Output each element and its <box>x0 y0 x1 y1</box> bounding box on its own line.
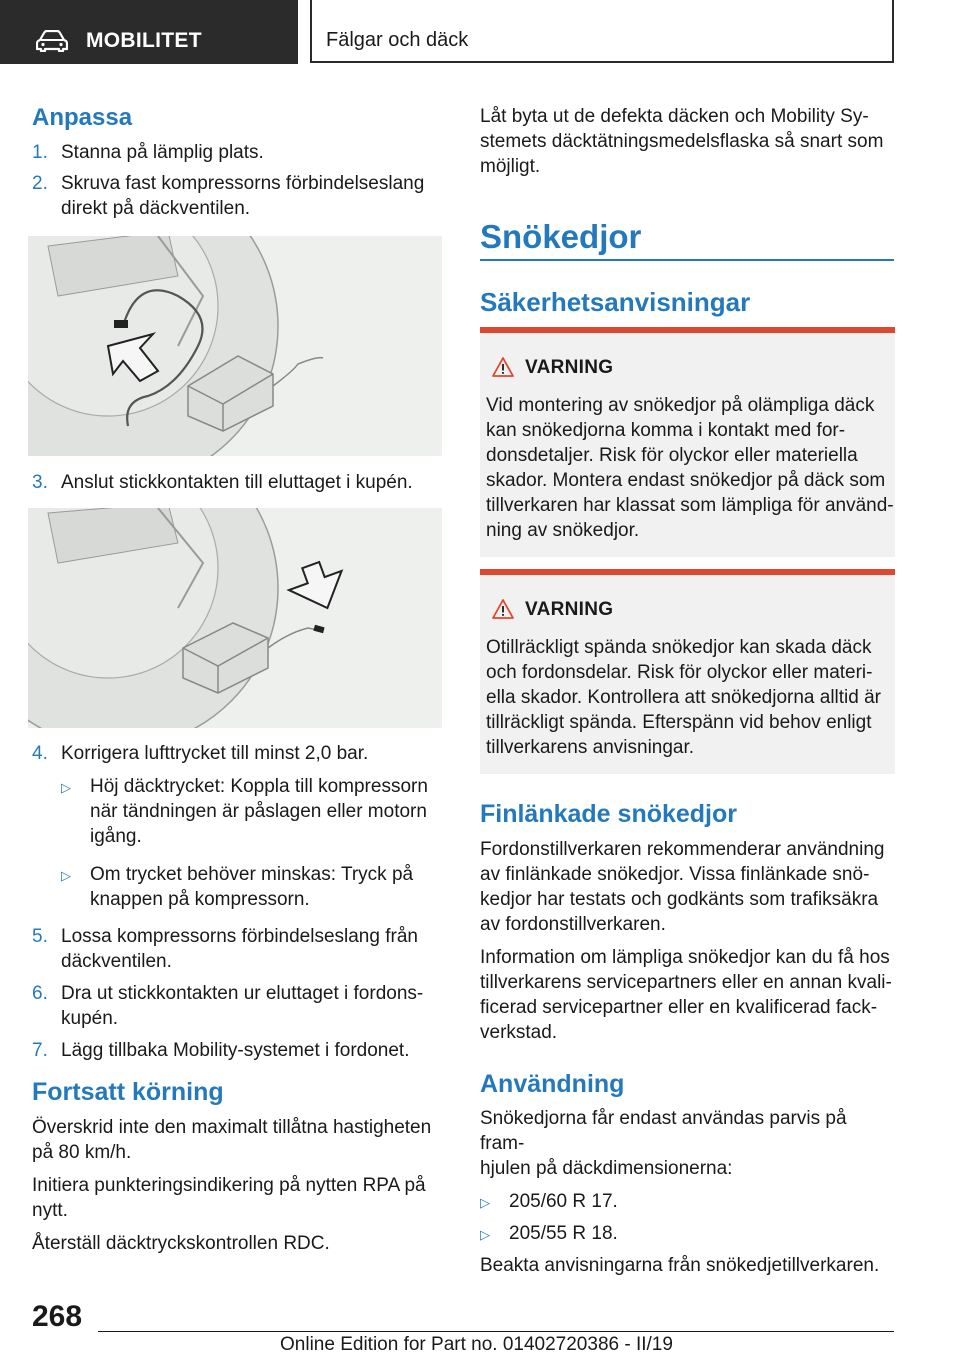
closing-line: Beakta anvisningarna från snökedjetillverkaren. <box>480 1255 880 1276</box>
footer-rule <box>98 1331 894 1332</box>
text-line: skador. Montera endast snökedjor på däck som <box>486 470 886 491</box>
step-text: Skruva fast kompressorns förbindelseslang <box>61 173 425 194</box>
list-item <box>32 168 442 224</box>
text-line: Överskrid inte den maximalt tillåtna hastigheten <box>32 1117 432 1138</box>
step-number: 2. <box>32 173 48 194</box>
text-line: Otillräckligt spända snökedjor kan skada däck <box>486 637 872 658</box>
text-line: donsdetaljer. Risk för olyckor eller materiella <box>486 445 858 466</box>
step-number: 4. <box>32 743 48 764</box>
step-text: Korrigera lufttrycket till minst 2,0 bar. <box>61 743 369 764</box>
text-line: ficerad servicepartner eller en kvalificerad fack- <box>480 997 878 1018</box>
section-tab <box>0 0 298 64</box>
text-line: verkstad. <box>480 1022 558 1043</box>
text-line: tillverkarens anvisningar. <box>486 737 695 758</box>
step-number: 5. <box>32 926 48 947</box>
page-number: 268 <box>32 1300 83 1333</box>
illustration <box>28 236 442 456</box>
step-text: däckventilen. <box>61 951 172 972</box>
car-icon <box>36 30 68 52</box>
text-line: och fordonsdelar. Risk för olyckor eller materi- <box>486 662 873 683</box>
warning-text <box>486 393 894 543</box>
list-item <box>32 921 452 978</box>
illustration <box>28 508 442 728</box>
text-line: av finlänkade snökedjor. Vissa finlänkade snö- <box>480 864 870 885</box>
text-line: tillverkarens servicepartners eller en annan kvali- <box>480 972 892 993</box>
text-line: kan snökedjorna komma i kontakt med for- <box>486 420 846 441</box>
text-line: ella skador. Kontrollera att snökedjorna alltid är <box>486 687 882 708</box>
intro-paragraph <box>480 104 894 179</box>
bullet-triangle-icon: ▷ <box>480 1227 490 1242</box>
warning-text <box>486 635 894 760</box>
text-line: hjulen på däckdimensionerna: <box>480 1158 733 1179</box>
fortsatt-heading: Fortsatt körning <box>32 1078 224 1106</box>
list-item <box>32 978 452 1035</box>
warning-title: VARNING <box>525 599 614 620</box>
text-line: Återställ däcktryckskontrollen RDC. <box>32 1233 330 1254</box>
text-line: tillräckligt spända. Efterspänn vid behov enligt <box>486 712 872 733</box>
list-item <box>32 1035 452 1065</box>
step-text: Stanna på lämplig plats. <box>61 142 264 163</box>
step-text: Dra ut stickkontakten ur eluttaget i fordons- <box>61 983 424 1004</box>
text-line: tillverkaren har klassat som lämpliga för använd- <box>486 495 894 516</box>
list-item <box>32 859 452 921</box>
steps-list-a <box>32 140 442 224</box>
text-line: på 80 km/h. <box>32 1142 132 1163</box>
text-line: ning av snökedjor. <box>486 520 640 541</box>
warning-box <box>480 569 895 774</box>
step-number: 7. <box>32 1040 48 1061</box>
paragraph <box>32 1173 452 1223</box>
fortsatt-body <box>32 1115 452 1256</box>
section-label: MOBILITET <box>86 29 202 52</box>
compressor-image-2 <box>28 508 442 728</box>
text-line: Fordonstillverkaren rekommenderar användning <box>480 839 885 860</box>
paragraph <box>32 1115 452 1165</box>
list-item <box>480 1189 894 1221</box>
bullet-text: Höj däcktrycket: Koppla till kompressorn <box>90 776 428 797</box>
paragraph <box>480 945 894 1045</box>
step-text: Lossa kompressorns förbindelseslang från <box>61 926 418 947</box>
chapter-title: Fälgar och däck <box>326 29 469 51</box>
text-line: kedjor har testats och godkänts som trafiksäkra <box>480 889 879 910</box>
text-line: Initiera punkteringsindikering på nytten RPA på <box>32 1175 426 1196</box>
anvandning-body <box>480 1106 894 1278</box>
step-number: 1. <box>32 142 48 163</box>
text-line: av fordonstillverkaren. <box>480 914 666 935</box>
paragraph <box>480 837 894 937</box>
text-line: nytt. <box>32 1200 68 1221</box>
step-text: Anslut stickkontakten till eluttaget i kupén. <box>61 472 413 493</box>
paragraph <box>32 1231 452 1256</box>
bullet-triangle-icon: ▷ <box>61 868 71 883</box>
step-text: Lägg tillbaka Mobility-systemet i fordonet. <box>61 1040 410 1061</box>
sub-heading: Säkerhetsanvisningar <box>480 287 751 317</box>
text-line: Snökedjorna får endast användas parvis på fram- <box>480 1108 847 1154</box>
list-item <box>480 1221 894 1253</box>
heading-rule <box>480 259 894 261</box>
list-item <box>32 470 442 498</box>
warning-title: VARNING <box>525 357 614 378</box>
bullet-text: Om trycket behöver minskas: Tryck på <box>90 864 414 885</box>
warning-triangle-icon <box>492 599 514 619</box>
warning-triangle-icon <box>492 357 514 377</box>
step-number: 3. <box>32 472 48 493</box>
edition-text: Online Edition for Part no. 01402720386 - II/19 <box>280 1334 673 1355</box>
step-number: 6. <box>32 983 48 1004</box>
text-line: möjligt. <box>480 156 541 177</box>
bullet-text: 205/55 R 18. <box>509 1223 618 1244</box>
list-item <box>32 140 442 168</box>
anvandning-heading: Användning <box>480 1070 625 1098</box>
step-text: kupén. <box>61 1008 119 1029</box>
steps-list-b <box>32 741 452 1065</box>
warning-box <box>480 327 895 557</box>
list-item <box>32 771 452 859</box>
text-line: Vid montering av snökedjor på olämpliga däck <box>486 395 875 416</box>
finlankade-body <box>480 837 894 1045</box>
anpassa-heading: Anpassa <box>32 104 133 131</box>
text-line: Information om lämpliga snökedjor kan du få hos <box>480 947 890 968</box>
bullet-triangle-icon: ▷ <box>61 780 71 795</box>
text-line: Låt byta ut de defekta däcken och Mobility Sy- <box>480 106 869 127</box>
finlankade-heading: Finlänkade snökedjor <box>480 800 738 828</box>
step-text: direkt på däckventilen. <box>61 198 251 219</box>
bullet-text: 205/60 R 17. <box>509 1191 618 1212</box>
bullet-triangle-icon: ▷ <box>480 1195 490 1210</box>
bullet-text: när tändningen är påslagen eller motorn <box>90 801 427 822</box>
text-line: stemets däcktätningsmedelsflaska så snart som <box>480 131 884 152</box>
main-heading: Snökedjor <box>480 218 642 255</box>
chapter-header <box>310 0 894 63</box>
list-item <box>32 741 452 771</box>
compressor-image-1 <box>28 236 442 456</box>
bullet-text: igång. <box>90 826 142 847</box>
bullet-text: knappen på kompressorn. <box>90 889 310 910</box>
